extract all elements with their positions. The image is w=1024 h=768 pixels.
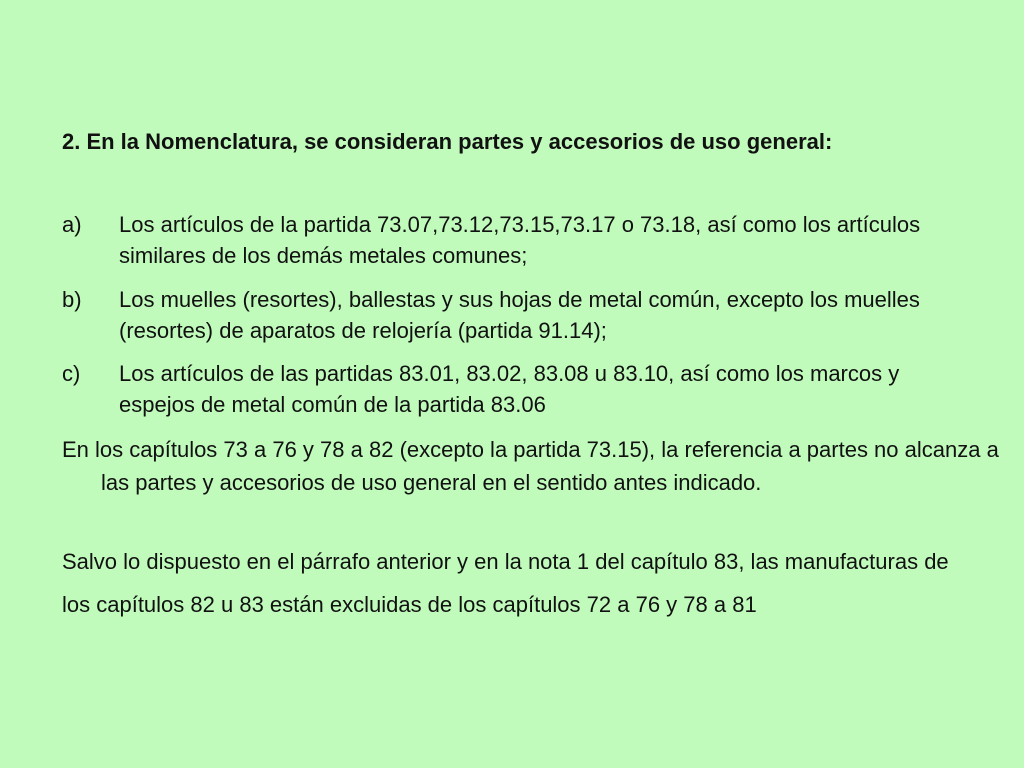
list-item-marker: c) — [62, 361, 81, 386]
list-item-c — [62, 358, 962, 420]
paragraph-chapters-reference: En los capítulos 73 a 76 y 78 a 82 (excepto la partida 73.15), la referencia a partes no alcanza a las partes y accesorios de uso general en el sentido antes indicado. — [62, 437, 999, 495]
list-item-text: Los artículos de las partidas 83.01, 83.02, 83.08 u 83.10, así como los marcos y espejos de metal común de la partida 83.06 — [119, 361, 900, 417]
slide-heading: 2. En la Nomenclatura, se consideran partes y accesorios de uso general: — [62, 129, 833, 154]
list-item-marker: a) — [62, 212, 82, 237]
list-item-a — [62, 209, 962, 271]
list-item-text: Los muelles (resortes), ballestas y sus hojas de metal común, excepto los muelles (resortes) de aparatos de relojería (partida 91.14); — [119, 287, 920, 343]
list-item-text: Los artículos de la partida 73.07,73.12,73.15,73.17 o 73.18, así como los artículos similares de los demás metales comunes; — [119, 212, 921, 268]
list-item-b — [62, 284, 962, 346]
paragraph-exclusion: Salvo lo dispuesto en el párrafo anterior y en la nota 1 del capítulo 83, las manufacturas de los capítulos 82 u 83 están excluidas de los capítulos 72 a 76 y 78 a 81 — [62, 549, 949, 617]
list-item-marker: b) — [62, 287, 82, 312]
